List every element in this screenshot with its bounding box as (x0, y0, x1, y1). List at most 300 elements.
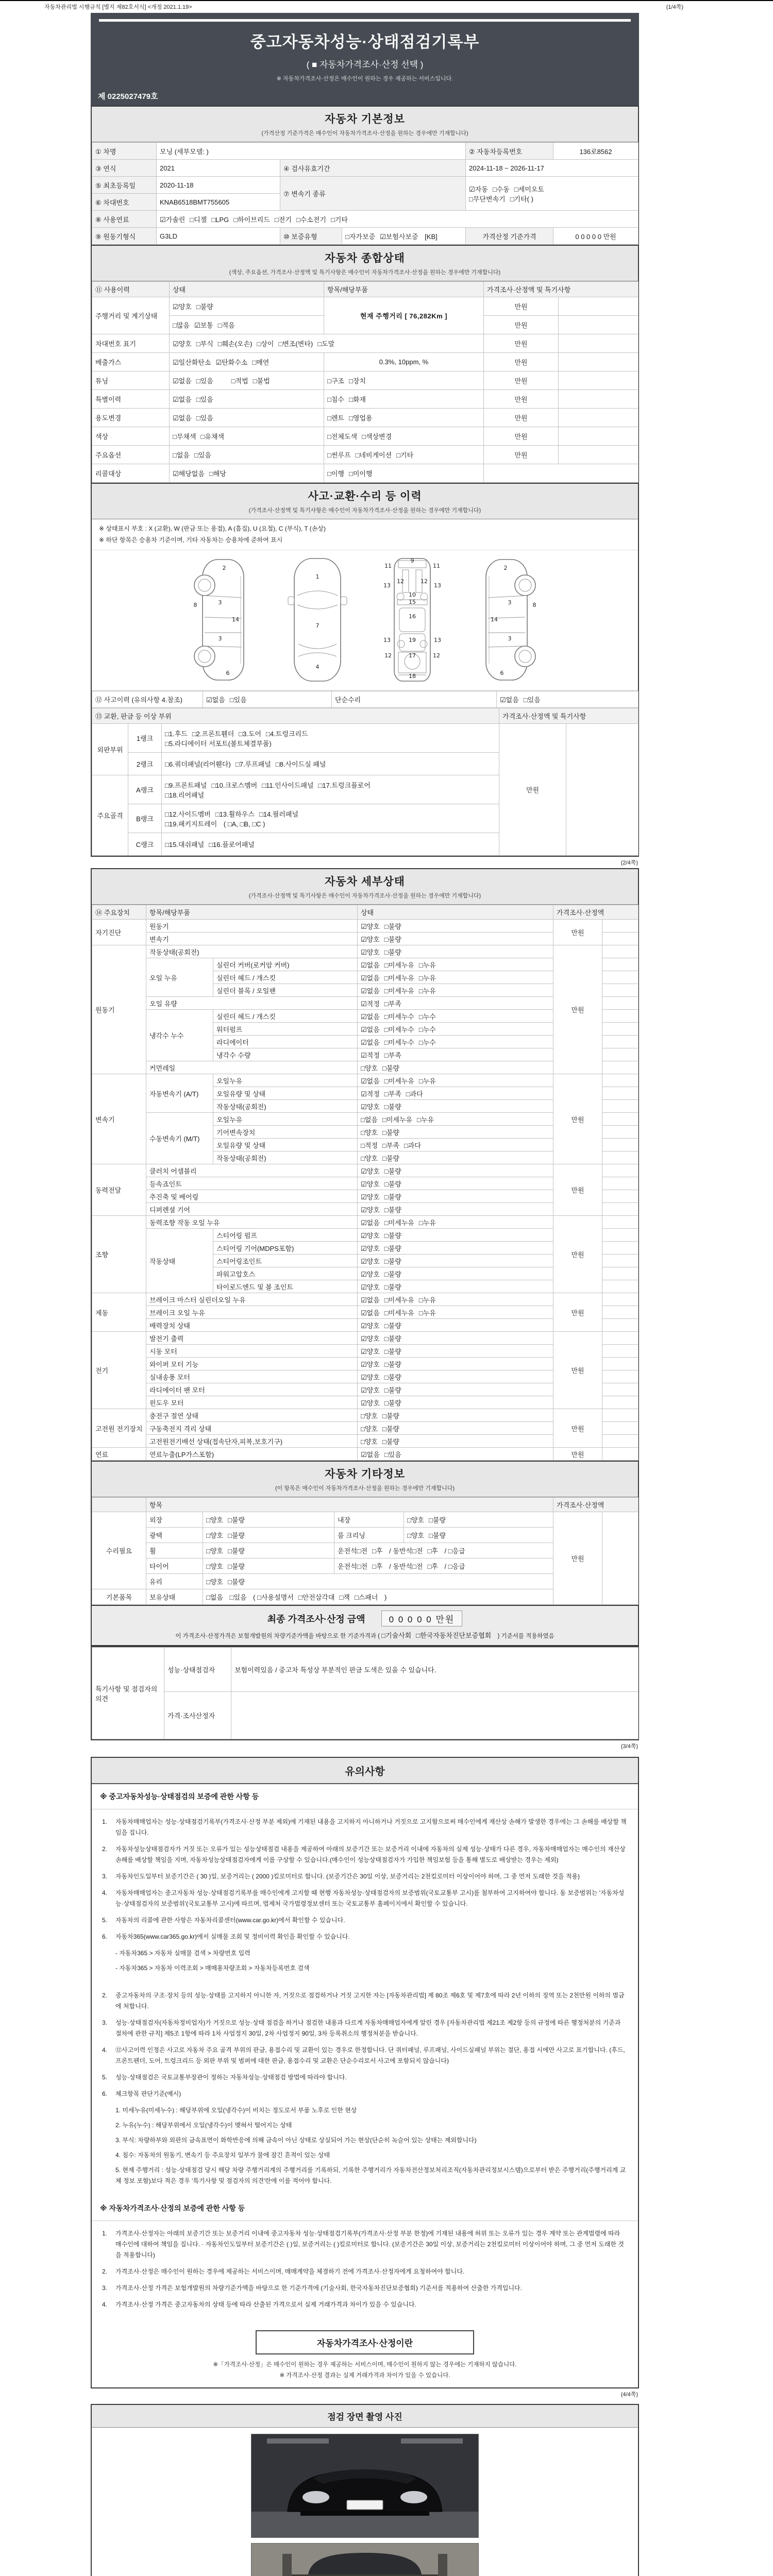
cell (602, 1306, 638, 1319)
checkbox-양호[interactable]: ☑양호 (361, 1244, 380, 1252)
checkbox-없음[interactable]: ☑없음 (361, 1038, 380, 1046)
checkbox-가솔린[interactable]: ☑가솔린 (160, 215, 186, 224)
cell (92, 691, 203, 708)
cell (358, 1306, 553, 1319)
checkbox-누유[interactable]: □누유 (418, 1309, 436, 1317)
checkbox-13.휠하우스[interactable]: □13.휠하우스 (215, 810, 255, 818)
checkbox-불량[interactable]: □불량 (384, 1321, 401, 1330)
checkbox-양호[interactable]: ☑양호 (361, 922, 380, 930)
diagram-panel-number: 13 (434, 637, 441, 644)
checkbox-양호[interactable]: □양호 (206, 1578, 223, 1586)
checkbox-있음[interactable]: □있음 (229, 696, 247, 704)
checkbox-기타[interactable]: □기타 (330, 215, 348, 224)
checkbox-양호[interactable]: □양호 (407, 1532, 424, 1540)
checkbox-양호[interactable]: ☑양호 (173, 303, 192, 311)
cell (553, 1293, 602, 1332)
text: 주요옵션 (95, 451, 122, 459)
cell (358, 1422, 553, 1435)
checkbox-탄화수소[interactable]: ☑탄화수소 (215, 359, 248, 366)
checkbox-없음[interactable]: ☑없음 (361, 987, 380, 995)
cell (484, 446, 559, 464)
checkbox-미세누유[interactable]: □미세누유 (382, 1115, 413, 1124)
checkbox-응급[interactable]: □응급 (448, 1547, 465, 1555)
cell (213, 958, 358, 971)
checkbox-양호[interactable]: □양호 (206, 1547, 223, 1555)
cell (146, 1332, 358, 1345)
checkbox-불량[interactable]: □불량 (384, 1373, 401, 1381)
checkbox-구조[interactable]: □구조 (327, 377, 344, 385)
notice-item-text: 성능·상태점검자(자동차정비업자)가 거짓으로 성능·상태 점검을 하거나 점검한 내용과 다르게 자동차매매업자에게 알린 경우 [자동차관리법 제21조 제2항 등의 규정에 따른 행정처분의 기준과 절차에 관한 규칙] 제5조 1항에 따라 1차 사업정지 30일, 2차 사업정지 90일, 3차 등록취소의 행정처분을 받습니다. (115, 2019, 621, 2038)
legend-basis: ※ 하단 항목은 승용차 기준이며, 기타 자동차는 승용차에 준하여 표시 (99, 536, 283, 544)
checkbox-양호[interactable]: ☑양호 (361, 1270, 380, 1278)
checkbox-미세누유[interactable]: □미세누유 (384, 974, 414, 982)
checkbox-부식[interactable]: □부식 (196, 340, 213, 348)
checkbox-양호[interactable]: □양호 (361, 1425, 378, 1433)
checkbox-없음[interactable]: ☑없음 (361, 1012, 380, 1021)
text: ⑭ 주요장치 (95, 909, 130, 917)
checkbox-양호[interactable]: □양호 (407, 1516, 424, 1524)
checkbox-있음[interactable]: □있음 (194, 451, 211, 459)
checkbox-썬루프[interactable]: □썬루프 (327, 451, 351, 459)
checkbox-불량[interactable]: □불량 (382, 1437, 399, 1446)
text: 2021 (160, 164, 175, 172)
etc-info-header (92, 1462, 638, 1497)
text: ) 기준서를 적용하였음 (496, 1633, 554, 1640)
cell (146, 1409, 358, 1422)
checkbox-양호[interactable]: ☑양호 (173, 340, 192, 348)
cell (358, 1048, 553, 1061)
checkbox-자가보증[interactable]: □자가보증 (345, 232, 376, 241)
cell (213, 1010, 358, 1023)
text: 연료누출(LP가스포함) (149, 1450, 214, 1459)
text: 타이어 (149, 1563, 169, 1571)
checkbox-양호[interactable]: □양호 (361, 1154, 378, 1162)
cell (92, 1074, 146, 1164)
checkbox-7.루프패널[interactable]: □7.루프패널 (235, 760, 271, 769)
car-diagram-top (279, 555, 356, 684)
checkbox-전[interactable]: □전 (412, 1547, 423, 1555)
checkbox-불량[interactable]: □불량 (384, 1283, 401, 1291)
checkbox-누유[interactable]: □누유 (418, 974, 436, 982)
text: 이 가격조사·산정가격은 보험개발원의 차량기준가액을 바탕으로 한 기준가격과 ( (175, 1633, 382, 1640)
checkbox-후[interactable]: □후 (427, 1563, 438, 1571)
checkbox-불법[interactable]: □불법 (253, 377, 270, 385)
checkbox-불량[interactable]: □불량 (384, 1244, 401, 1252)
checkbox-12.사이드멤버[interactable]: □12.사이드멤버 (165, 810, 211, 818)
cell (334, 1558, 553, 1574)
cell (92, 353, 170, 371)
checkbox-LPG[interactable]: □LPG (211, 215, 229, 224)
checkbox-2.프론트휀더[interactable]: □2.프론트휀더 (192, 730, 234, 738)
checkbox-변조(변타)[interactable]: □변조(변타) (278, 340, 313, 348)
text: 만원 (526, 786, 540, 794)
checkbox-화재[interactable]: □화재 (348, 396, 366, 403)
checkbox-부족[interactable]: □부족 (384, 1051, 401, 1059)
checkbox-양호[interactable]: ☑양호 (361, 935, 380, 943)
checkbox-16.플로어패널[interactable]: □16.플로어패널 (209, 841, 255, 849)
checkbox-양호[interactable]: ☑양호 (361, 1373, 380, 1381)
checkbox-과다[interactable]: □과다 (406, 1090, 423, 1098)
checkbox-잭[interactable]: □잭 (339, 1594, 350, 1602)
checkbox-해당[interactable]: □해당 (209, 470, 226, 478)
checkbox-5.라디에이터 서포트(볼트체결부품)[interactable]: □5.라디에이터 서포트(볼트체결부품) (165, 739, 272, 748)
checkbox-없음[interactable]: ☑없음 (173, 414, 192, 422)
checkbox-누유[interactable]: □누유 (418, 961, 436, 969)
checkbox-색상변경[interactable]: □색상변경 (362, 433, 392, 440)
checkbox-양호[interactable]: ☑양호 (361, 1386, 380, 1394)
checkbox-없음[interactable]: ☑없음 (361, 1309, 380, 1317)
checkbox-3.도어[interactable]: □3.도어 (239, 730, 262, 738)
checkbox-불량[interactable]: □불량 (227, 1516, 245, 1524)
cell (484, 427, 559, 446)
checkbox-과다[interactable]: □과다 (404, 1141, 421, 1149)
cell (484, 464, 638, 483)
checkbox-응급[interactable]: □응급 (448, 1563, 465, 1571)
checkbox-적정[interactable]: □적정 (361, 1141, 378, 1149)
checkbox-없음[interactable]: ☑없음 (361, 1218, 380, 1227)
checkbox-미세누유[interactable]: □미세누유 (384, 1218, 414, 1227)
checkbox-미세누유[interactable]: □미세누유 (384, 1309, 414, 1317)
checkbox-1.후드[interactable]: □1.후드 (165, 730, 188, 738)
cell (602, 1370, 638, 1383)
checkbox-부족[interactable]: □부족 (384, 999, 401, 1008)
cell (146, 1543, 203, 1558)
checkbox-19.패키지트레이[interactable]: □19.패키지트레이 (165, 820, 217, 828)
checkbox-수소전기[interactable]: □수소전기 (296, 215, 326, 224)
section-notice (91, 1757, 639, 2388)
text: / (442, 1563, 448, 1571)
notice-item (102, 2072, 628, 2083)
checkbox-장치[interactable]: □장치 (348, 377, 366, 385)
cell (602, 1255, 638, 1267)
checkbox-침수[interactable]: □침수 (327, 396, 344, 403)
checkbox-전[interactable]: □전 (412, 1563, 423, 1571)
checkbox-있음[interactable]: □있음 (196, 377, 213, 385)
cell (484, 334, 559, 353)
cell (146, 1345, 358, 1358)
cell (484, 297, 559, 316)
notice-item (102, 2228, 628, 2261)
checkbox-매연[interactable]: □매연 (252, 359, 270, 366)
page-marker-4: (4/4쪽) (620, 2391, 638, 2398)
label-cell (92, 160, 157, 177)
checkbox-없음[interactable]: ☑없음 (361, 961, 380, 969)
checkbox-불량[interactable]: □불량 (384, 1399, 401, 1407)
checkbox-없음[interactable]: ☑없음 (361, 974, 380, 982)
checkbox-네비게이션[interactable]: □네비게이션 (355, 451, 392, 459)
diagram-panel-number: 8 (193, 602, 197, 609)
checkbox-양호[interactable]: ☑양호 (361, 1347, 380, 1355)
checkbox-무단변속기[interactable]: □무단변속기 (469, 195, 506, 203)
checkbox-무채색[interactable]: □무채색 (173, 433, 196, 440)
label-cell (92, 194, 157, 211)
checkbox-미세누유[interactable]: □미세누유 (384, 1296, 414, 1304)
checkbox-양호[interactable]: ☑양호 (361, 1334, 380, 1343)
checkbox-해당없음[interactable]: ☑해당없음 (173, 470, 205, 478)
checkbox-미세누수[interactable]: □미세누수 (384, 1012, 414, 1021)
checkbox-전[interactable]: □전 (357, 1547, 368, 1555)
diagram-panel-number: 15 (409, 599, 416, 606)
checkbox-적법[interactable]: □적법 (231, 377, 248, 385)
checkbox-보험사보증[interactable]: ☑보험사보증 (380, 232, 418, 241)
cell (146, 1061, 358, 1074)
checkbox-스패너[interactable]: □스패너 (354, 1594, 378, 1602)
cell (358, 1319, 553, 1332)
checkbox-세미오토[interactable]: □세미오토 (514, 185, 544, 193)
checkbox-4.트렁크리드[interactable]: □4.트렁크리드 (266, 730, 308, 738)
text: A랭크 (136, 786, 154, 794)
checkbox-18.리어패널[interactable]: □18.리어패널 (165, 791, 205, 799)
checkbox-양호[interactable]: ☑양호 (361, 1231, 380, 1240)
checkbox-불량[interactable]: □불량 (382, 1154, 399, 1162)
cell (602, 1435, 638, 1448)
checkbox-누수[interactable]: □누수 (418, 1038, 436, 1046)
checkbox-불량[interactable]: □불량 (384, 1180, 401, 1188)
cell (170, 371, 324, 390)
text: 성능·상태점검자 (167, 1666, 215, 1674)
checkbox-14.필러패널[interactable]: □14.필러패널 (259, 810, 299, 818)
cell (92, 409, 170, 427)
checkbox-누수[interactable]: □누수 (418, 1025, 436, 1033)
checkbox-적정[interactable]: ☑적정 (361, 1051, 380, 1059)
checkbox-부족[interactable]: □부족 (382, 1141, 399, 1149)
checkbox-있음[interactable]: □있음 (196, 414, 213, 422)
checkbox-6.쿼더패널(리어휀다)[interactable]: □6.쿼더패널(리어휀다) (165, 760, 231, 769)
checkbox-양호[interactable]: □양호 (361, 1064, 378, 1072)
checkbox-양호[interactable]: ☑양호 (361, 1399, 380, 1407)
text: ⑪ 사용이력 (95, 286, 130, 294)
checkbox-불량[interactable]: □불량 (384, 935, 401, 943)
checkbox-불량[interactable]: □불량 (227, 1563, 245, 1571)
cell (146, 1558, 203, 1574)
checkbox-불량[interactable]: □불량 (382, 1412, 399, 1420)
checkbox-한국자동차진단보증협회[interactable]: □한국자동차진단보증협회 (416, 1632, 492, 1640)
checkbox-15.대쉬패널[interactable]: □15.대쉬패널 (165, 841, 205, 849)
text: 만원 (571, 1251, 584, 1259)
checkbox-불량[interactable]: □불량 (382, 1128, 399, 1137)
text: ② 자동차등록번호 (469, 147, 523, 156)
checkbox-디젤[interactable]: □디젤 (190, 215, 207, 224)
cell (602, 1216, 638, 1229)
checkbox-불량[interactable]: □불량 (428, 1516, 446, 1524)
checkbox-양호[interactable]: ☑양호 (361, 948, 380, 956)
notice-subitem: 4. 침수: 자동차의 원동기, 변속기 등 주요장치 일부가 물에 잠긴 흔적이 있는 상태 (115, 2151, 330, 2159)
checkbox-후[interactable]: □후 (427, 1547, 438, 1555)
law-reference: 자동차관리법 시행규칙 [별지 제82호서식] <개정 2021.1.19> (44, 4, 192, 10)
notice-item (102, 2045, 628, 2066)
text: 항목 (149, 1501, 163, 1510)
text: ④ 검사유효기간 (283, 164, 330, 173)
checkbox-없음[interactable]: □없음 (206, 1594, 223, 1602)
checkbox-불량[interactable]: □불량 (384, 1386, 401, 1394)
checkbox-안전삼각대[interactable]: □안전삼각대 (298, 1594, 335, 1602)
cell (358, 1151, 553, 1164)
checkbox-있음[interactable]: □있음 (196, 396, 213, 403)
checkbox-미세누유[interactable]: □미세누유 (384, 987, 414, 995)
checkbox-전체도색[interactable]: □전체도색 (327, 433, 358, 440)
checkbox-없음[interactable]: ☑없음 (361, 1450, 380, 1459)
checkbox-없음[interactable]: ☑없음 (500, 696, 519, 704)
checkbox-불량[interactable]: □불량 (227, 1532, 245, 1540)
checkbox-부족[interactable]: □부족 (384, 1090, 401, 1098)
checkbox-도말[interactable]: □도말 (317, 340, 335, 348)
checkbox-불량[interactable]: □불량 (384, 1167, 401, 1175)
text: 단순수리 (335, 696, 361, 704)
text: 오일유량 및 상태 (216, 1090, 266, 1098)
text: 와이퍼 모터 기능 (149, 1360, 199, 1368)
etc-info-note: (이 항목은 매수인이 자동차가격조사·산정을 원하는 경우에만 기재합니다) (275, 1485, 455, 1492)
checkbox-적정[interactable]: ☑적정 (361, 999, 380, 1008)
checkbox-후[interactable]: □후 (372, 1563, 383, 1571)
cell (602, 1358, 638, 1370)
text: ⑦ 변속기 종류 (283, 190, 326, 198)
text: 타이로드엔드 및 볼 조인트 (216, 1283, 293, 1291)
cell (162, 833, 499, 856)
checkbox-불량[interactable]: □불량 (382, 1064, 399, 1072)
cell (553, 1448, 602, 1461)
checkbox-많음[interactable]: □많음 (173, 321, 190, 329)
checkbox-영업용[interactable]: □영업용 (348, 414, 373, 422)
cell (92, 1512, 146, 1589)
checkbox-적음[interactable]: □적음 (217, 321, 235, 329)
checkbox-불량[interactable]: □불량 (382, 1425, 399, 1433)
checkbox-누유[interactable]: □누유 (418, 987, 436, 995)
checkbox-하이브리드[interactable]: □하이브리드 (233, 215, 270, 224)
cell (92, 371, 170, 390)
checkbox-양호[interactable]: □양호 (361, 1412, 378, 1420)
checkbox-없음[interactable]: ☑없음 (206, 696, 225, 704)
checkbox-없음[interactable]: ☑없음 (361, 1296, 380, 1304)
checkbox-양호[interactable]: ☑양호 (361, 1360, 380, 1368)
checkbox-없음[interactable]: □없음 (173, 451, 190, 459)
checkbox-일산화탄소[interactable]: ☑일산화탄소 (173, 359, 211, 366)
text: 가격조사·산정액 (557, 1501, 604, 1510)
checkbox-보통[interactable]: ☑보통 (194, 321, 213, 329)
cell (146, 1319, 358, 1332)
checkbox-불량[interactable]: □불량 (196, 303, 213, 311)
checkbox-양호[interactable]: □양호 (206, 1563, 223, 1571)
checkbox-누유[interactable]: □누유 (417, 1115, 434, 1124)
checkbox-기술사회[interactable]: □기술사회 (381, 1632, 412, 1640)
checkbox-적정[interactable]: ☑적정 (361, 1090, 380, 1098)
checkbox-누수[interactable]: □누수 (418, 1012, 436, 1021)
checkbox-불량[interactable]: □불량 (384, 1231, 401, 1240)
checkbox-불량[interactable]: □불량 (384, 1257, 401, 1265)
cell (146, 1358, 358, 1370)
checkbox-미세누유[interactable]: □미세누유 (384, 961, 414, 969)
checkbox-없음[interactable]: □없음 (361, 1115, 378, 1124)
checkbox-불량[interactable]: □불량 (384, 922, 401, 930)
checkbox-양호[interactable]: ☑양호 (361, 1206, 380, 1214)
checkbox-없음[interactable]: ☑없음 (361, 1077, 380, 1085)
checkbox-양호[interactable]: ☑양호 (361, 1180, 380, 1188)
checkbox-불량[interactable]: □불량 (384, 1334, 401, 1343)
checkbox-불량[interactable]: □불량 (428, 1532, 446, 1540)
checkbox-누유[interactable]: □누유 (418, 1218, 436, 1227)
checkbox-미세누유[interactable]: □미세누유 (384, 1077, 414, 1085)
checkbox-있음[interactable]: □있음 (384, 1450, 401, 1459)
checkbox-불량[interactable]: □불량 (384, 1103, 401, 1111)
notice-item (102, 1990, 628, 2012)
checkbox-불량[interactable]: □불량 (384, 1206, 401, 1214)
checkbox-11.인사이드패널[interactable]: □11.인사이드패널 (262, 781, 314, 789)
checkbox-불량[interactable]: □불량 (227, 1578, 245, 1586)
checkbox-불량[interactable]: □불량 (384, 1347, 401, 1355)
cell (602, 1139, 638, 1151)
checkbox-전[interactable]: □전 (357, 1563, 368, 1571)
cell (602, 1177, 638, 1190)
checkbox-미이행[interactable]: □미이행 (348, 470, 373, 478)
checkbox-10.크로스멤버[interactable]: □10.크로스멤버 (211, 781, 258, 789)
checkbox-전기[interactable]: □전기 (274, 215, 292, 224)
text: 오일누유 (216, 1077, 243, 1085)
checkbox-불량[interactable]: □불량 (384, 1270, 401, 1278)
checkbox-기타( )[interactable]: □기타( ) (510, 195, 533, 203)
checkbox-17.트렁크플로어[interactable]: □17.트렁크플로어 (318, 781, 371, 789)
text: 냉각수 수량 (216, 1051, 251, 1059)
checkbox-있음[interactable]: □있음 (523, 696, 541, 704)
checkbox-양호[interactable]: ☑양호 (361, 1283, 380, 1291)
cell (358, 984, 553, 997)
text: ⑫ 사고이력 (유의사항 4.참조) (95, 696, 182, 704)
checkbox-없음[interactable]: ☑없음 (173, 396, 192, 403)
cell (602, 1023, 638, 1036)
checkbox-양호[interactable]: □양호 (206, 1516, 223, 1524)
checkbox-양호[interactable]: ☑양호 (361, 1103, 380, 1111)
checkbox-자동[interactable]: ☑자동 (469, 185, 488, 193)
text: 커먼레일 (149, 1064, 176, 1072)
checkbox-누유[interactable]: □누유 (418, 1077, 436, 1085)
checkbox-양호[interactable]: □양호 (361, 1128, 378, 1137)
text: 라디에이터 (216, 1038, 249, 1046)
checkbox-양호[interactable]: □양호 (206, 1532, 223, 1540)
checkbox-불량[interactable]: □불량 (227, 1547, 245, 1555)
checkbox-없음[interactable]: ☑없음 (173, 377, 192, 385)
checkbox-불량[interactable]: □불량 (384, 1193, 401, 1201)
checkbox-있음[interactable]: □있음 (229, 1594, 247, 1602)
checkbox-불량[interactable]: □불량 (384, 1360, 401, 1368)
checkbox-훼손(오손)[interactable]: □훼손(오손) (217, 340, 253, 348)
label-cell (466, 143, 553, 160)
section-etc-info (91, 1461, 639, 1606)
checkbox-미세누수[interactable]: □미세누수 (384, 1038, 414, 1046)
checkbox-9.프론트패널[interactable]: □9.프론트패널 (165, 781, 207, 789)
checkbox-누유[interactable]: □누유 (418, 1296, 436, 1304)
checkbox-양호[interactable]: □양호 (361, 1437, 378, 1446)
checkbox-후[interactable]: □후 (372, 1547, 383, 1555)
checkbox-기타[interactable]: □기타 (396, 451, 414, 459)
text: 외판부위 (97, 746, 123, 754)
cell (602, 1164, 638, 1177)
checkbox-8.사이드실 패널[interactable]: □8.사이드실 패널 (275, 760, 326, 769)
checkbox-렌트[interactable]: □렌트 (327, 414, 344, 422)
checkbox-미세누수[interactable]: □미세누수 (384, 1025, 414, 1033)
checkbox-유채색[interactable]: □유채색 (200, 433, 225, 440)
checkbox-사용설명서[interactable]: □사용설명서 (257, 1594, 294, 1602)
text: ⑨ 원동기형식 (95, 232, 136, 241)
checkbox-양호[interactable]: ☑양호 (361, 1167, 380, 1175)
checkbox-양호[interactable]: ☑양호 (361, 1257, 380, 1265)
cell (553, 143, 638, 160)
checkbox-상이[interactable]: □상이 (257, 340, 274, 348)
checkbox-이행[interactable]: □이행 (327, 470, 344, 478)
checkbox-불량[interactable]: □불량 (384, 948, 401, 956)
text: ⑧ 사용연료 (95, 215, 129, 224)
checkbox-양호[interactable]: ☑양호 (361, 1321, 380, 1330)
checkbox-수동[interactable]: □수동 (492, 185, 510, 193)
checkbox-없음[interactable]: ☑없음 (361, 1025, 380, 1033)
checkbox-양호[interactable]: ☑양호 (361, 1193, 380, 1201)
